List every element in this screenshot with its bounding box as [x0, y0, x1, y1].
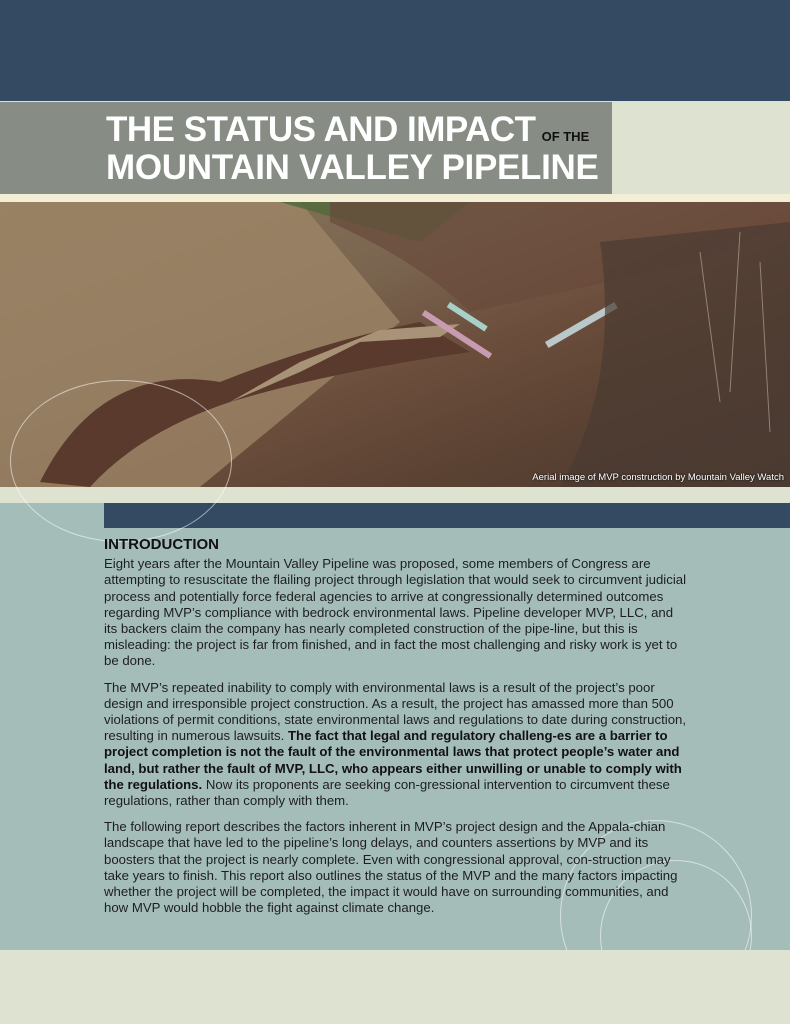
title-line-2: MOUNTAIN VALLEY PIPELINE — [106, 148, 599, 187]
section-heading: INTRODUCTION — [104, 536, 219, 553]
paragraph-2 — [104, 680, 688, 810]
paragraph-2-bold: The fact that legal and regulatory challeng-es are a barrier to project completion is not the fault of the environmental laws that protect people’s water and land, but rather the fault of MVP, LLC, who appears either unwilling or unable to comply with the regulations. — [104, 728, 682, 792]
footer-band — [0, 950, 790, 1024]
header-band — [0, 0, 790, 101]
paragraph-2-text-end: Now its proponents are seeking con-gressional intervention to circumvent these regulations, rather than comply with them. — [104, 776, 670, 809]
divider — [0, 194, 790, 202]
title-line-1: THE STATUS AND IMPACT — [106, 110, 536, 149]
introduction-section — [104, 537, 688, 926]
photo-caption: Aerial image of MVP construction by Mountain Valley Watch — [532, 472, 784, 483]
title-small-text: OF THE — [541, 129, 590, 144]
paragraph-1: Eight years after the Mountain Valley Pipeline was proposed, some members of Congress are attempting to resuscitate the flailing project through legislation that would seek to circumvent judicial process and potentially force federal agencies to arrive at congressionally determined outcomes regarding MVP’s compliance with bedrock environmental laws. Pipeline developer MVP, LLC, and its backers claim the company has nearly completed construction of the pipe-line, but this is misleading: the project is far from finished, and in fact the most challenging and risky work is yet to be done. — [104, 556, 687, 669]
paragraph-3: The following report describes the factors inherent in MVP’s project design and the Appala-chian landscape that have led to the pipeline’s long delays, and counters assertions by MVP and its boosters that the project is nearly complete. Even with congressional approval, con-struction may take years to finish. This report also outlines the status of the MVP and the many factors impacting whether the project will be completed, the impact it would have on surrounding communities, and how MVP would hobble the fight against climate change. — [104, 819, 678, 916]
decorative-circle — [10, 380, 232, 542]
paragraph-2-text: The MVP’s repeated inability to comply with environmental laws is a result of the project’s poor design and irresponsible project construction. As a result, the project has amassed more than 500 violations of permit conditions, state environmental laws and regulations to date during construction, resulting in numerous lawsuits. — [104, 679, 687, 744]
title-block — [0, 102, 612, 194]
